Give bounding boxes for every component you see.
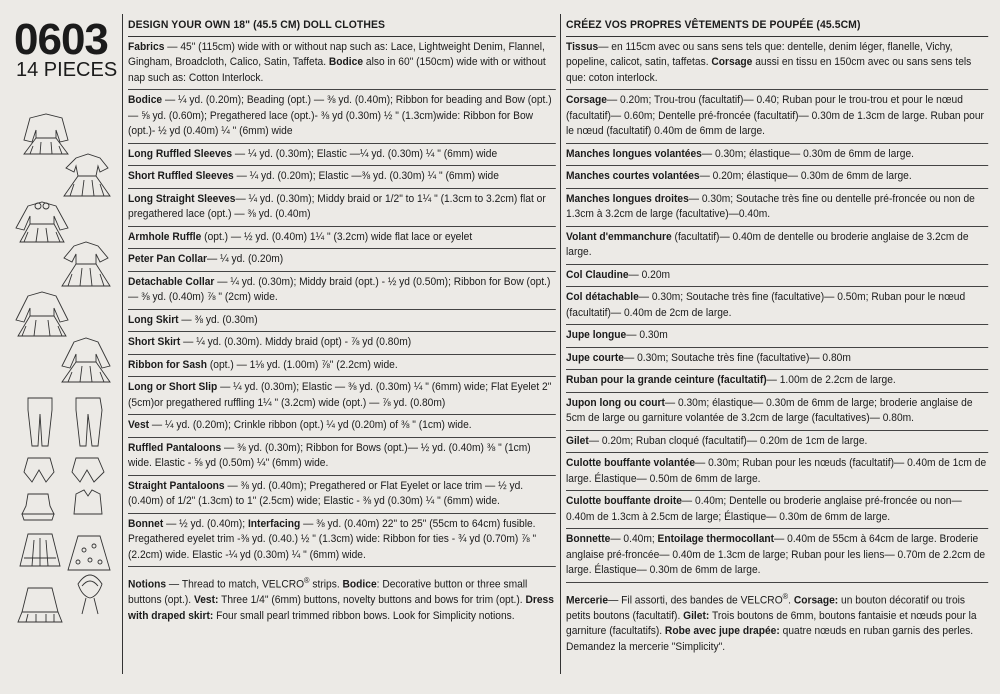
thumb-skirt-long (20, 534, 60, 566)
requirement-row (128, 37, 556, 91)
thumb-bonnet (78, 575, 102, 614)
row-text: — 0.40m de 55cm à 64cm de large. Broderie anglaise pré-froncée— 0.40m de 1.3cm de large; Ruban pour les liens— 0.70m de 2.2cm de large. Élastique— 0.30m de 6mm de large. (566, 533, 986, 576)
row-text: — ¼ yd. (0.30m); Elastic — ⅜ yd. (0.30m) ¼ " (6mm) wide; Flat Eyelet 2" (5cm)or pregathered ruffling 1¼ " (3.2cm) wide (opt.) — ⅞ yd. (0.80m) (128, 381, 552, 409)
row-text: — ½ yd. (0.40m); (163, 517, 248, 530)
requirement-row (566, 144, 988, 167)
pattern-number: 0603 (14, 15, 108, 64)
row-text: — 0.30m; Ruban pour les nœuds (facultatif)— 0.40m de 1cm de large. Élastique— 0.50m de 6mm de large. (566, 457, 987, 485)
requirement-row (128, 90, 556, 144)
row-text: — ¼ yd. (0.20m); Elastic —⅜ yd. (0.30m) ¼ " (6mm) wide (233, 170, 499, 182)
row-label: Detachable Collar (128, 275, 215, 288)
row-label: Long Skirt (128, 313, 179, 326)
row-text: — ⅜ yd. (0.30m); Ribbon for Bows (opt.)— ½ yd. (0.40m) ⅜ " (1cm) wide. Elastic - ⅝ yd (0.50m) ¼" (6mm) wide. (128, 441, 531, 469)
row-text: — ⅜ yd. (0.30m) (178, 313, 258, 326)
row-text: — ⅜ yd. (0.40m); Pregathered or Flat Eyelet or lace trim — ½ yd. (0.40m) of 1/2" (1.3cm) to 1" (2.5cm) wide; Elastic - ⅜ yd (0.30m) ¼ " (6mm) wide. (128, 479, 524, 507)
row-text: — 0.20m; Ruban cloqué (facultatif)— 0.20m de 1cm de large. (588, 434, 868, 447)
thumb-dress-sash (62, 338, 110, 382)
row-text: — 45" (115cm) wide with or without nap such as: Lace, Lightweight Denim, Flannel, Gingham, Broadcloth, Calico, Satin, Taffeta. (128, 40, 545, 68)
requirement-row (128, 514, 556, 568)
thumb-skirt-ruffle (18, 588, 62, 622)
english-column (128, 14, 556, 627)
row-label: Culotte bouffante droite (566, 495, 682, 507)
requirement-row (128, 476, 556, 514)
row-text: — ¼ yd. (0.20m); Beading (opt.) — ⅜ yd. (0.40m); Ribbon for beading and Bow (opt.) — ⅝ yd. (0.60m); Pregathered lace (opt.)- ⅜ yd (0.30m) ½ " (1.3cm)wide: Ribbon for Bow (opt.)- ½ yd (0.40m) ¼ " (6mm) wide (128, 94, 552, 137)
row-label: Interfacing (247, 517, 301, 530)
requirement-row (566, 393, 988, 431)
row-label: Peter Pan Collar (128, 253, 208, 265)
row-text: — ¼ yd. (0.20m); Crinkle ribbon (opt.) ¼ yd (0.20m) of ⅜ " (1cm) wide. (149, 419, 472, 431)
thumb-dress-long-sleeve (24, 114, 68, 154)
row-text: also in 60" (150cm) wide with or without nap such as: Cotton Interlock. (128, 56, 546, 84)
requirement-row (566, 90, 988, 144)
requirement-row (566, 189, 988, 227)
requirement-row (128, 144, 556, 167)
row-text: — ¼ yd. (0.30m); Middy braid or 1/2" to 1¼ " (1.3cm to 3.2cm) flat or pregathered lace (opt.) — ⅜ yd. (0.40m) (128, 192, 546, 220)
requirement-row (128, 332, 556, 355)
row-label: Short Skirt (128, 336, 181, 348)
row-text: — 0.30m (626, 329, 668, 341)
thumb-slip (22, 494, 54, 520)
row-label: Bodice (128, 94, 163, 106)
requirement-row (566, 325, 988, 348)
row-label: Corsage (711, 56, 753, 68)
row-label: Manches courtes volantées (566, 170, 700, 182)
row-text: — 0.20m; élastique— 0.30m de 6mm de large. (699, 170, 912, 182)
row-label: Jupe courte (566, 351, 624, 364)
requirement-row (128, 272, 556, 310)
requirement-row (128, 249, 556, 272)
row-label: Armhole Ruffle (128, 230, 202, 243)
requirement-row (566, 166, 988, 189)
row-label: Ribbon for Sash (128, 358, 208, 371)
requirement-row (566, 265, 988, 288)
row-text: — 0.40m; Dentelle ou broderie anglaise pré-froncée ou non— 0.40m de 1.3cm à 2.5cm de large; Élastique— 0.30m de 6mm de large. (566, 495, 962, 523)
row-label: Tissus (566, 40, 599, 53)
garment-thumbnails (6, 110, 120, 670)
thumb-skirt-floral (68, 536, 110, 570)
requirement-row (128, 227, 556, 250)
row-label: Manches longues droites (566, 192, 689, 205)
row-text: — en 115cm avec ou sans sens tels que: dentelle, denim léger, flanelle, Vichy, popeline, calicot, satin, taffetas. (566, 40, 953, 68)
requirement-row (128, 438, 556, 476)
divider-center (560, 14, 561, 674)
requirement-row (566, 227, 988, 265)
row-label: Long or Short Slip (128, 381, 218, 393)
thumb-dress-long (16, 292, 68, 336)
row-label: Short Ruffled Sleeves (128, 170, 234, 182)
row-label: Bonnet (128, 517, 164, 530)
row-text: — ¼ yd. (0.30m); Elastic —¼ yd. (0.30m) ¼ " (6mm) wide (232, 147, 498, 160)
requirement-row (566, 37, 988, 91)
thumb-collar-right (72, 458, 104, 482)
row-label: Fabrics (128, 40, 165, 53)
row-label: Corsage (566, 94, 607, 106)
row-label: Straight Pantaloons (128, 479, 225, 492)
row-text: aussi en tissu en 150cm avec ou sans sens tels que: coton interlock. (566, 56, 972, 84)
row-label: Long Ruffled Sleeves (128, 147, 233, 160)
row-text: — 0.30m; Soutache très fine (facultative)— 0.50m; Ruban pour le nœud (facultatif)— 0.40m de 2cm de large. (566, 291, 966, 319)
row-label: Culotte bouffante volantée (566, 457, 696, 469)
row-label: Vest (128, 419, 150, 431)
row-label: Entoilage thermocollant (657, 533, 775, 545)
requirement-row (128, 377, 556, 415)
row-text: — ⅜ yd. (0.40m) 22" to 25" (55cm to 64cm) fusible. Pregathered eyelet trim -⅜ yd. (0.40.) ½ " (1.3cm) wide: Ribbon for ties - ¾ yd (0.70m) ⅞ " (2.2cm) wide. Elastic -¼ yd (0.30m) ¼ " (6mm) wide. (128, 517, 537, 561)
row-label: Long Straight Sleeves (128, 192, 236, 205)
row-label: Jupe longue (566, 329, 627, 341)
row-label: Bodice (328, 56, 364, 68)
row-text: (opt.) — ½ yd. (0.40m) 1¼ " (3.2cm) wide flat lace or eyelet (201, 230, 473, 243)
thumb-collar-left (24, 458, 54, 482)
requirement-row (128, 355, 556, 378)
row-text: — 0.20m; Trou-trou (facultatif)— 0.40; Ruban pour le trou-trou et pour le nœud (facultatif)— 0.60m; Dentelle pré-froncée (facultatif)— 0.30m de 1.3cm de large. Ruban pour le nœud (facultatif) 0.40m de 6mm de large. (566, 94, 984, 137)
requirement-row (128, 189, 556, 227)
requirement-row (128, 415, 556, 438)
requirement-row (128, 166, 556, 189)
row-label: Notions (128, 578, 167, 591)
row-text: — ¼ yd. (0.20m) (207, 253, 284, 265)
row-label: Mercerie (566, 594, 609, 607)
row-label: Col détachable (566, 291, 639, 303)
requirement-row (566, 348, 988, 371)
mercerie-row: Mercerie— Fil assorti, des bandes de VELCRO®. Corsage: un bouton décoratif ou trois petits boutons (facultatif). Gilet: Trois boutons de 6mm, boutons fantaisie et nœuds pour la garniture (facultatifs). Robe avec jupe drapée: quatre nœuds en ruban garnis des perles. Demandez la mercerie "Simplicity". (566, 591, 977, 653)
row-label: Bonnette (566, 533, 611, 545)
row-text: — 0.30m; Soutache très fine (facultative)— 0.80m (623, 351, 851, 364)
row-text: — 0.30m; élastique— 0.30m de 6mm de large. (701, 147, 914, 160)
row-text: — 0.20m (628, 268, 671, 281)
row-text: — 1.00m de 2.2cm de large. (766, 374, 896, 386)
row-label: Gilet (566, 434, 589, 447)
row-text: — ¼ yd. (0.30m). Middy braid (opt) - ⅞ yd (0.80m) (180, 336, 412, 348)
row-label: Ruban pour la grande ceinture (facultatif) (566, 374, 767, 386)
requirement-row (566, 453, 988, 491)
thumb-pantaloons-left (28, 398, 52, 446)
requirement-row (566, 431, 988, 454)
thumb-dress-puff (62, 242, 110, 286)
divider-left (122, 14, 123, 674)
thumb-pantaloons-right (76, 398, 102, 446)
notions-row: Notions — Thread to match, VELCRO® strips. Bodice: Decorative button or three small buttons (opt.). Vest: Three 1/4" (6mm) buttons, novelty buttons and bows for trim (opt.). Dress with draped skirt: Four small pearl trimmed ribbon bows. Look for Simplicity notions. (128, 576, 554, 622)
french-title: CRÉEZ VOS PROPRES VÊTEMENTS DE POUPÉE (45.5CM) (566, 14, 988, 37)
french-column (566, 14, 988, 658)
requirement-row (566, 287, 988, 325)
pieces-count: 14 PIECES (16, 59, 118, 81)
english-title: DESIGN YOUR OWN 18" (45.5 CM) DOLL CLOTHES (128, 14, 556, 37)
row-label: Manches longues volantées (566, 147, 702, 160)
row-text: — ¼ yd. (0.30m); Middy braid (opt.) - ½ yd (0.50m); Ribbon for Bow (opt.) — ⅜ yd. (0.40m) ⅞ " (2cm) wide. (128, 275, 551, 303)
row-text: — 0.40m; (610, 533, 658, 545)
row-label: Volant d'emmanchure (566, 230, 672, 243)
requirement-row (566, 491, 988, 529)
row-text: — 0.30m; Soutache très fine ou dentelle pré-froncée ou non de 1.3cm à 3.2cm de large (facultative)—0.40m. (566, 192, 975, 220)
thumb-vest (74, 490, 102, 514)
thumb-dress-peter-pan (16, 202, 68, 242)
requirement-row (566, 529, 988, 583)
row-label: Col Claudine (566, 268, 629, 281)
requirement-row (128, 310, 556, 333)
row-text: — 0.30m; élastique— 0.30m de 6mm de large; broderie anglaise de 5cm de large ou garniture volantée de 3.2cm de large (facultatives)— 0.80m. (566, 396, 973, 424)
row-label: Ruffled Pantaloons (128, 441, 222, 454)
row-label: Jupon long ou court (566, 396, 665, 409)
row-text: (facultatif)— 0.40m de dentelle ou broderie anglaise de 3.2cm de large. (566, 230, 969, 258)
row-text: (opt.) — 1⅛ yd. (1.00m) ⅞" (2.2cm) wide. (207, 358, 398, 371)
requirement-row (566, 370, 988, 393)
thumb-dress-short-sleeve (64, 154, 110, 196)
